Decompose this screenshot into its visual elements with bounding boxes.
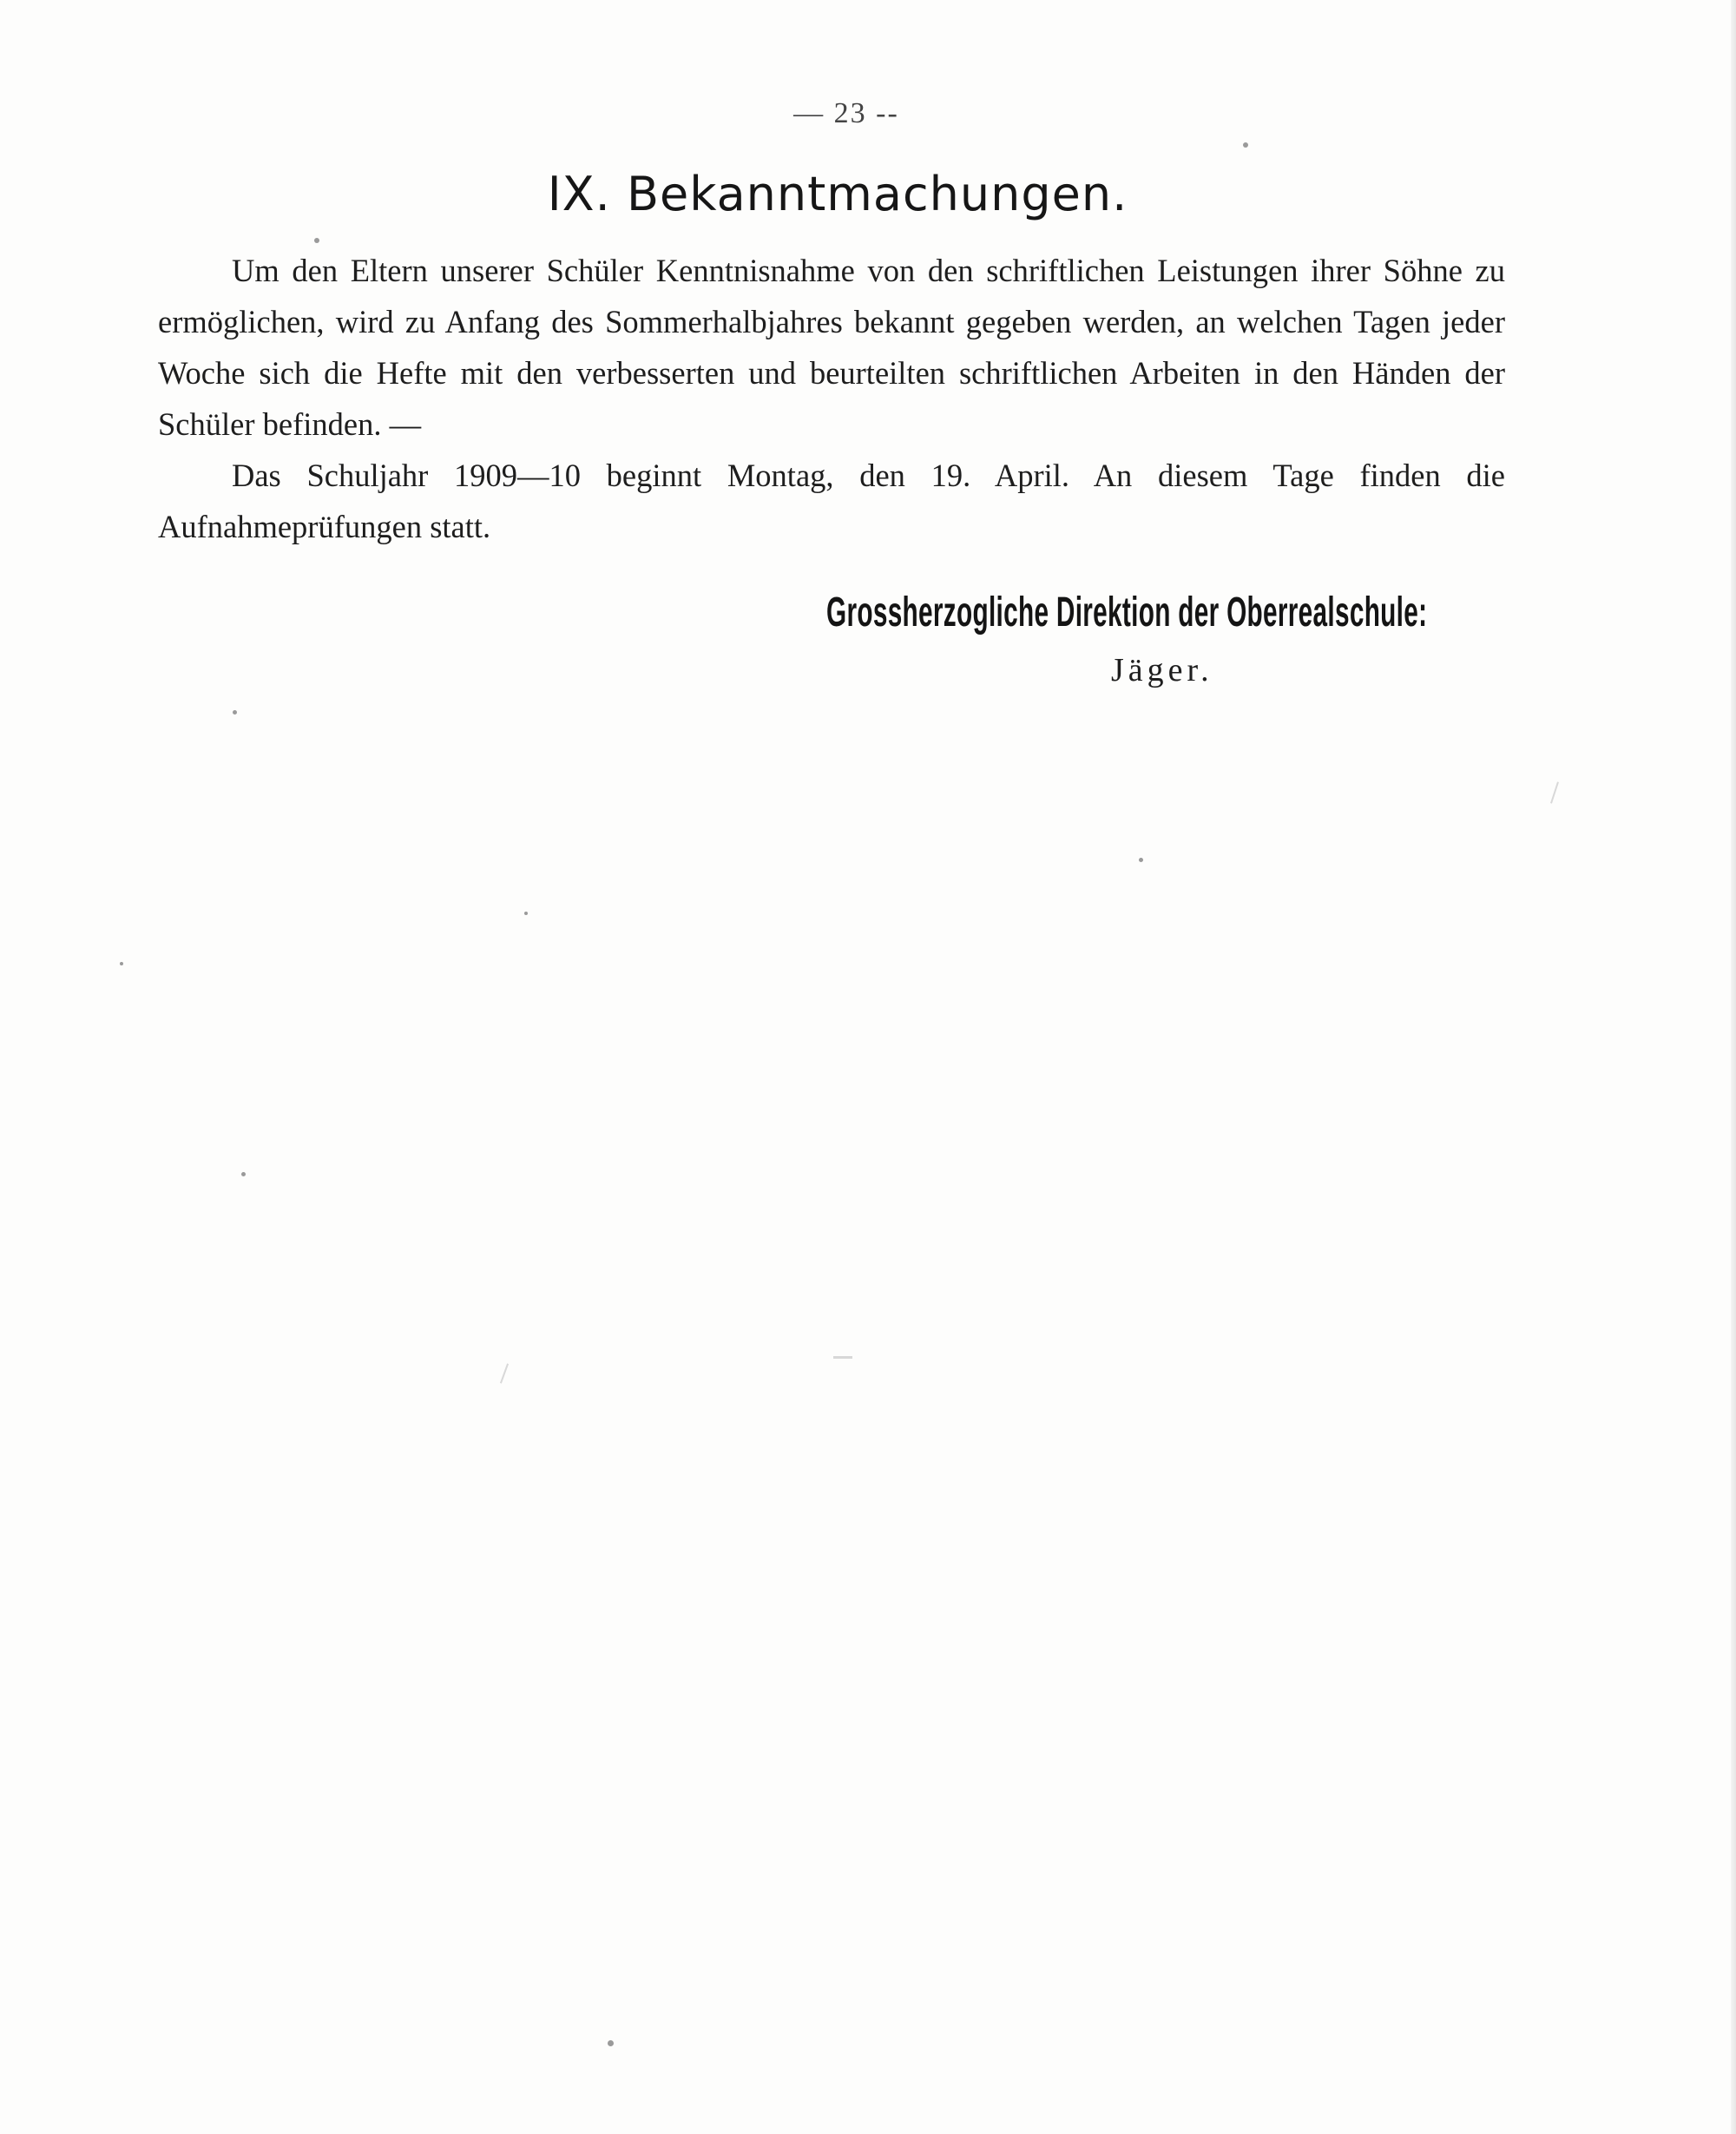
- scan-hairline: [500, 1363, 509, 1383]
- signature-organization: Grossherzogliche Direktion der Oberrealschule:: [826, 589, 1428, 636]
- scan-hairline: [1550, 781, 1559, 803]
- scan-speck: [233, 710, 237, 715]
- scan-speck: [1139, 858, 1143, 862]
- page-edge: [1731, 0, 1736, 2134]
- section-heading: IX. Bekanntmachungen.: [547, 167, 1128, 221]
- scan-speck: [241, 1172, 246, 1176]
- scan-speck: [120, 962, 123, 965]
- scan-speck: [1243, 142, 1248, 148]
- scan-hairline: [833, 1356, 852, 1359]
- page-number: — 23 --: [793, 97, 899, 129]
- scan-speck: [314, 238, 319, 243]
- paragraph: Das Schuljahr 1909—10 beginnt Montag, den 19. April. An diesem Tage finden die Aufnahmeprüfungen statt.: [158, 458, 1505, 544]
- body-text: [158, 245, 1505, 552]
- scan-speck: [608, 2040, 614, 2046]
- signature-name: Jäger.: [1111, 652, 1213, 688]
- scan-speck: [524, 912, 528, 915]
- paragraph: Um den Eltern unserer Schüler Kenntnisnahme von den schriftlichen Leistungen ihrer Söhne zu ermöglichen, wird zu Anfang des Sommerhalbjahres bekannt gegeben werden, an welchen Tagen jeder Woche sich die Hefte mit den verbesserten und beurteilten schriftlichen Arbeiten in den Händen der Schüler befinden. —: [158, 253, 1505, 442]
